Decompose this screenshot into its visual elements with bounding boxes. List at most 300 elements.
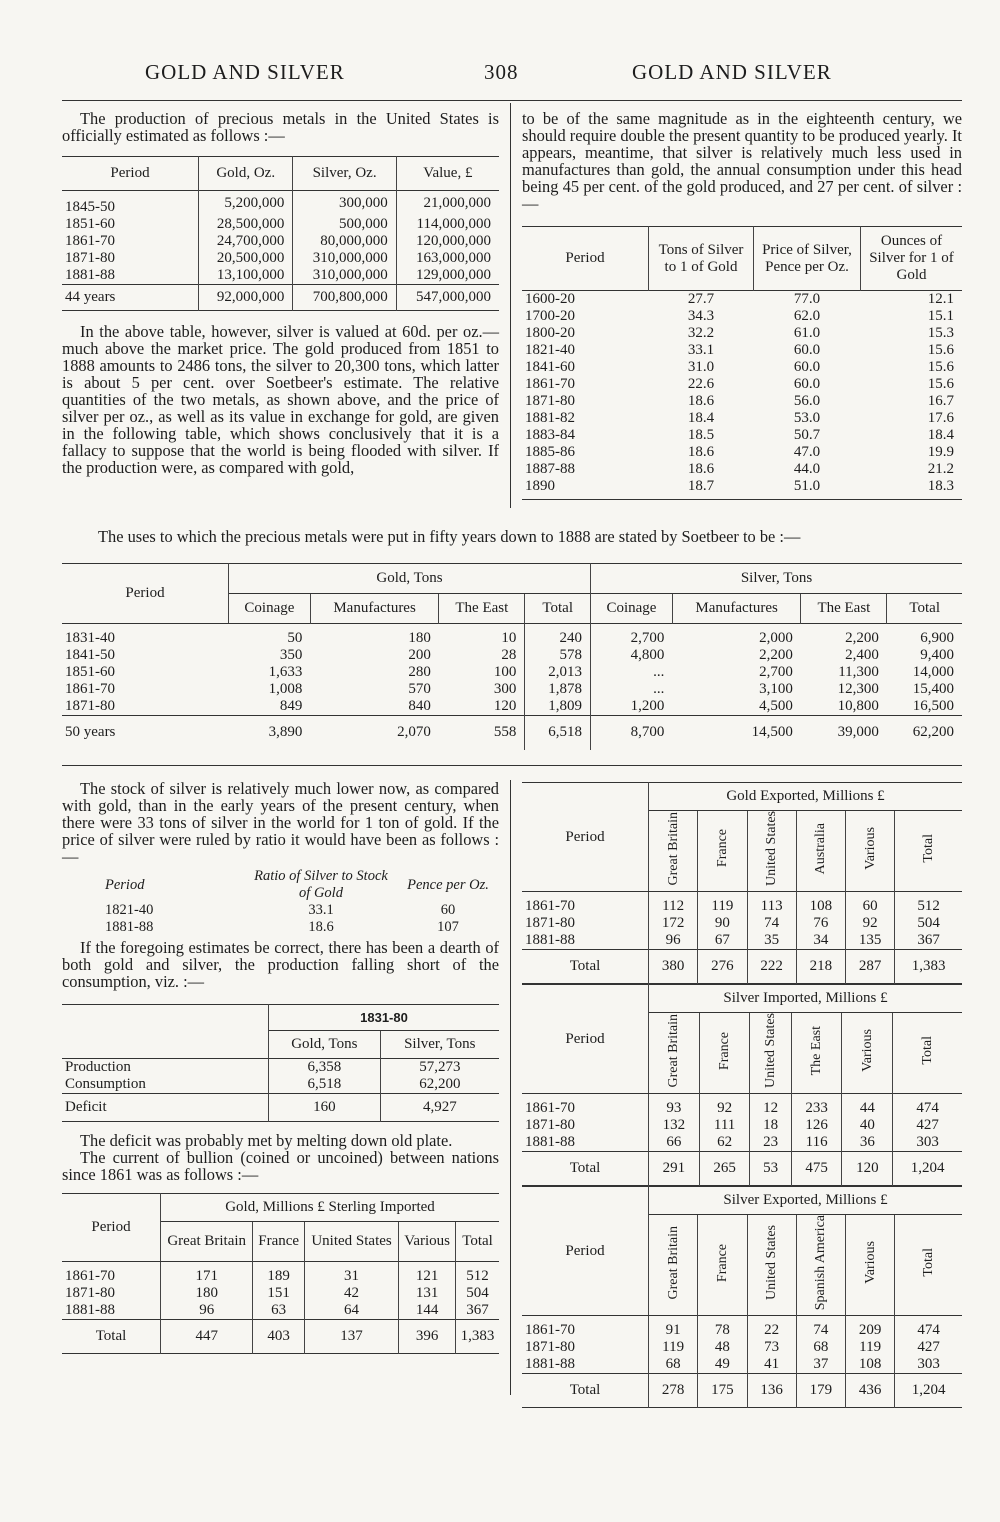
value-cell: 512 [895,892,962,916]
deficit-paragraph-2: The current of bullion (coined or uncoined) between nations since 1861 was as follows :— [62,1148,499,1184]
uses-row [62,624,962,648]
period-cell: 1800-20 [525,325,575,341]
value-cell: 41 [747,1356,796,1374]
value-cell: 20,500,000 [199,250,293,267]
period-cell: 1861-70 [525,898,575,915]
total-cell: 120 [842,1152,893,1186]
silver-exp-title-row [522,1187,962,1215]
value-cell: 15.3 [927,325,954,341]
period-cell: 1700-20 [525,308,575,324]
value-cell: 4,500 [759,698,793,714]
period-cell: 1871-80 [525,1117,575,1134]
period-cell: 1881-88 [65,267,115,283]
value-cell: 2,400 [845,647,879,663]
uses-paragraph-block [62,528,962,545]
period-cell: 1871-80 [65,1285,115,1301]
value-cell: 31.0 [687,359,715,375]
total-cell: 547,000,000 [396,285,499,311]
silver-imp-col-header [893,1013,962,1094]
value-cell: 47.0 [793,444,821,460]
value-cell: 427 [895,1339,962,1356]
above-table-paragraph: In the above table, however, silver is valued at 60d. per oz.—much above the market price. The gold produced from 1851 to 1888 amounts to 2486 tons, the silver to 20,300 tons, which latter is about 5 per cent. over Soetbeer's estimate. The relative quantities of the two metals, as shown above, and the price of silver per oz., as well as its value in exchange for gold, are given in the following table, which shows conclusively that it is a fallacy to suppose that the world is being flooded with silver. If the production were, as compared with gold, [62,322,499,477]
value-cell: 2,200 [845,630,879,646]
deficit-row [62,1076,499,1094]
value-cell: 34 [796,932,845,950]
us-production-row [62,216,499,233]
silver-imp-title: Silver Imported, Millions £ [649,985,963,1013]
silver-imp-row [522,1094,962,1118]
value-cell: 76 [796,915,845,932]
gold-exp-col-header [649,811,698,892]
total-label: Total [95,1328,127,1344]
ratio-small-header-period: Period [105,876,145,893]
value-cell: 60 [846,892,895,916]
uses-sub-gold-total: Total [525,594,591,624]
period-cell: 1861-70 [65,681,115,697]
value-cell: 21,000,000 [396,191,499,217]
uses-table-block [62,563,962,750]
deficit-table [62,1004,499,1122]
period-cell: 1871-80 [525,393,575,409]
period-cell: 1881-82 [525,410,575,426]
gold-imp-total-row [62,1320,499,1354]
value-cell: 22 [747,1316,796,1340]
left-bottom-column [62,780,499,1354]
total-cell: 291 [649,1152,700,1186]
col-header-period: Period [110,165,150,181]
total-cell: 137 [304,1320,398,1354]
value-cell: 36 [842,1134,893,1152]
value-cell: 92 [846,915,895,932]
silver-imp-col-header [649,1013,700,1094]
period-cell: 1890 [525,478,555,494]
value-cell: 132 [649,1117,700,1134]
value-cell: 310,000,000 [293,250,396,267]
total-cell: 278 [649,1374,698,1408]
value-cell: 37 [796,1356,845,1374]
silver-exp-total-row [522,1374,962,1408]
total-label: 44 years [65,289,116,305]
col-header-gold-oz: Gold, Oz. [199,157,293,191]
value-cell: 504 [456,1285,499,1302]
total-cell: 558 [493,724,517,741]
gold-exp-header-period: Period [522,783,649,892]
continued-paragraph: to be of the same magnitude as in the eighteenth century, we should require double the present quantity to be produced yearly. It appears, meantime, that silver is relatively much less used in manufactures than gold, the annual consumption under this head being 45 per cent. of the gold produced, and 27 per cent. of silver :— [522,109,962,213]
period-cell: 1861-70 [65,233,115,249]
page-number: 308 [484,60,519,84]
gold-imp-row [62,1302,499,1320]
value-cell: ... [591,664,673,681]
total-cell: 1,383 [895,950,962,984]
value-cell: 21.2 [927,461,954,477]
value-cell: 2,013 [525,664,591,681]
value-cell: 9,400 [920,647,954,663]
value-cell: 4,927 [380,1094,499,1122]
value-cell: 3,100 [759,681,793,697]
silver-exp-col-header [895,1215,962,1316]
silver-imp-col-header-label: France [717,1031,733,1070]
silver-exp-col-header-label: France [714,1243,730,1282]
value-cell: 28,500,000 [199,216,293,233]
value-cell: 15,400 [912,681,954,697]
value-cell: 78 [698,1316,747,1340]
gold-exp-col-header-label: Great Britain [665,811,681,886]
period-cell: 1881-88 [525,1356,575,1373]
total-cell: 179 [796,1374,845,1408]
gold-imported-table [62,1193,499,1354]
value-cell: 19.9 [927,444,954,460]
gold-imp-header-france: France [253,1222,305,1262]
ratio-row [522,342,962,359]
value-cell: 18 [750,1117,791,1134]
period-cell: 1851-60 [65,664,115,680]
total-cell: 1,204 [893,1152,962,1186]
left-top-column [62,110,499,476]
value-cell: 49 [698,1356,747,1374]
value-cell: 22.6 [687,376,715,392]
uses-row [62,681,962,698]
value-cell: 427 [893,1117,962,1134]
value-cell: 180 [408,630,431,646]
value-cell: 57,273 [380,1059,499,1077]
ratio-small-header-ratio: Ratio of Silver to Stock of Gold [254,868,388,901]
value-cell: 108 [796,892,845,916]
value-cell: 14,000 [912,664,954,680]
value-cell: 2,200 [759,647,793,663]
total-cell: 92,000,000 [199,285,293,311]
total-label: Total [569,1160,601,1177]
ratio-small-table [102,868,502,936]
value-cell: 116 [791,1134,842,1152]
value-cell: 28 [501,647,517,663]
value-cell: 64 [304,1302,398,1320]
total-cell: 396 [399,1320,456,1354]
silver-exp-col-header-label: United States [764,1225,780,1301]
value-cell: 44 [842,1094,893,1118]
gold-exp-title-row [522,783,962,811]
value-cell: 113 [747,892,796,916]
value-cell: 13,100,000 [199,267,293,285]
value-cell: 33.1 [687,342,715,358]
total-label: Total [569,958,601,975]
value-cell: 180 [161,1285,253,1302]
value-cell: 63 [253,1302,305,1320]
silver-imp-total-row [522,1152,962,1186]
value-cell: 74 [747,915,796,932]
value-cell: 151 [253,1285,305,1302]
uses-sub-silver-coinage: Coinage [591,594,673,624]
value-cell: 18.5 [687,427,715,443]
value-cell: 1,633 [268,664,303,680]
period-cell: 1845-50 [65,199,115,215]
value-cell: 32.2 [687,325,715,341]
value-cell: 17.6 [927,410,954,426]
value-cell: 67 [698,932,747,950]
total-cell: 1,383 [456,1320,499,1354]
total-cell: 53 [750,1152,791,1186]
gold-imp-header-period: Period [62,1194,161,1262]
stock-paragraph: The stock of silver is relatively much lower now, as compared with gold, than in the early years of the present century, when there were 33 tons of silver in the world for 1 ton of gold. If the price of silver were ruled by ratio it would have been as follows :— [62,779,499,866]
gold-exp-col-header-label: Total [921,834,937,863]
value-cell: 2,700 [759,664,793,680]
value-cell: 578 [525,647,591,664]
us-production-total-row [62,285,499,311]
ratio-small-header-pence: Pence per Oz. [407,876,489,893]
total-cell: 14,500 [751,724,793,741]
foregoing-paragraph: If the foregoing estimates be correct, there has been a dearth of both gold and silver, the production falling short of the consumption, viz. :— [62,938,499,991]
value-cell: 31 [304,1262,398,1286]
value-cell: 18.7 [687,478,715,494]
value-cell: 367 [456,1302,499,1320]
value-cell: 504 [895,915,962,932]
silver-exp-header-period: Period [522,1187,649,1316]
gold-imp-title: Gold, Millions £ Sterling Imported [161,1194,500,1222]
silver-exp-title: Silver Exported, Millions £ [649,1187,963,1215]
value-cell: 90 [698,915,747,932]
value-cell: 62 [699,1134,750,1152]
running-header-left: GOLD AND SILVER [145,60,345,84]
silver-imp-col-header-label: The East [809,1025,825,1076]
value-cell: 4,800 [591,647,673,664]
intro-paragraph: The production of precious metals in the United States is officially estimated as follows :— [62,109,499,145]
value-cell: 18.6 [687,444,715,460]
deficit-header-silver: Silver, Tons [380,1031,499,1059]
value-cell: 93 [649,1094,700,1118]
value-cell: 1,008 [268,681,303,697]
total-cell: 475 [791,1152,842,1186]
uses-header-period: Period [62,564,229,624]
value-cell: 129,000,000 [396,267,499,285]
period-cell: 1821-40 [525,342,575,358]
silver-imp-col-header-label: Total [920,1036,936,1065]
total-cell: 8,700 [591,716,673,750]
col-header-value: Value, £ [396,157,499,191]
value-cell: 111 [699,1117,750,1134]
value-cell: 849 [279,698,303,714]
value-cell: 74 [796,1316,845,1340]
value-cell: 50.7 [793,427,821,443]
value-cell: 96 [161,1302,253,1320]
silver-exp-col-header-label: Total [921,1248,937,1278]
value-cell: 18.6 [308,919,334,935]
value-cell: 209 [846,1316,895,1340]
value-cell: 119 [649,1339,698,1356]
value-cell: 12 [750,1094,791,1118]
value-cell: 119 [846,1339,895,1356]
value-cell: 12.1 [927,291,954,307]
silver-imported-table [522,984,962,1186]
deficit-header-gold: Gold, Tons [269,1031,381,1059]
gold-imp-header-us: United States [304,1222,398,1262]
silver-exported-table [522,1186,962,1408]
us-production-row [62,267,499,285]
value-cell: 15.6 [927,342,954,358]
section-rule [62,765,962,766]
period-cell: 1871-80 [525,915,575,932]
value-cell: 303 [895,1356,962,1374]
value-cell: 18.6 [687,393,715,409]
silver-imp-col-header-label: Various [859,1029,875,1072]
gold-exp-title: Gold Exported, Millions £ [649,783,963,811]
gold-exp-row [522,892,962,916]
uses-sub-gold-coinage: Coinage [229,594,311,624]
value-cell: 300,000 [293,191,396,217]
period-cell: 1600-20 [525,291,575,307]
total-cell: 436 [846,1374,895,1408]
value-cell: 171 [161,1262,253,1286]
value-cell: 73 [747,1339,796,1356]
total-cell: 380 [649,950,698,984]
value-cell: 570 [408,681,431,697]
col-header-silver-oz: Silver, Oz. [293,157,396,191]
value-cell: 40 [842,1117,893,1134]
total-cell: 3,890 [268,724,303,741]
uses-header-silver: Silver, Tons [591,564,962,594]
value-cell: 5,200,000 [199,191,293,217]
silver-exp-col-header [698,1215,747,1316]
period-cell: 1861-70 [525,1100,575,1117]
total-cell: 276 [698,950,747,984]
value-cell: 240 [525,624,591,648]
silver-gold-ratio-table [522,226,962,500]
ratio-row [522,308,962,325]
ratio-small-row [102,919,502,936]
uses-sub-gold-manufactures: Manufactures [310,594,438,624]
ratio-row [522,376,962,393]
value-cell: 119 [698,892,747,916]
ratio-row [522,291,962,309]
value-cell: 91 [649,1316,698,1340]
value-cell: 18.6 [687,461,715,477]
period-cell: 1871-80 [65,698,115,714]
value-cell: 48 [698,1339,747,1356]
period-cell: 1841-50 [65,647,115,663]
silver-exp-col-header-label: Great Britain [665,1225,681,1300]
us-production-row [62,233,499,250]
ratio-small-row [102,902,502,919]
uses-row [62,698,962,716]
gold-imp-header-total: Total [456,1222,499,1262]
value-cell: 10 [501,630,517,646]
value-cell: 280 [408,664,431,680]
value-cell: 6,518 [269,1076,381,1094]
ratio-header-period: Period [565,250,605,266]
value-cell: 92 [699,1094,750,1118]
value-cell: 56.0 [793,393,821,409]
total-cell: 62,200 [912,724,954,741]
value-cell: 66 [649,1134,700,1152]
right-bottom-column [522,782,962,1408]
value-cell: 200 [408,647,431,663]
value-cell: 474 [895,1316,962,1340]
gold-exp-col-header [895,811,962,892]
value-cell: 100 [493,664,517,680]
value-cell: 62.0 [793,308,821,324]
total-cell: 218 [796,950,845,984]
uses-sub-silver-east: The East [801,594,887,624]
value-cell: 18.4 [927,427,954,443]
value-cell: 350 [279,647,303,663]
total-cell: 136 [747,1374,796,1408]
ratio-row [522,444,962,461]
value-cell: 500,000 [293,216,396,233]
ratio-row [522,393,962,410]
period-cell: 1885-86 [525,444,575,460]
gold-exp-col-header [796,811,845,892]
value-cell: 474 [893,1094,962,1118]
gold-exp-col-header [747,811,796,892]
value-cell: 512 [456,1262,499,1286]
value-cell: 189 [253,1262,305,1286]
value-cell: 96 [649,932,698,950]
uses-sub-gold-east: The East [439,594,525,624]
ratio-row [522,461,962,478]
value-cell: 144 [399,1302,456,1320]
deficit-total-row [62,1094,499,1122]
value-cell: 233 [791,1094,842,1118]
period-cell: 1871-80 [65,250,115,266]
value-cell: 80,000,000 [293,233,396,250]
silver-exp-row [522,1339,962,1356]
value-cell: 135 [846,932,895,950]
total-label: Total [569,1382,601,1399]
header-rule [62,100,962,101]
value-cell: 18.3 [927,478,954,494]
value-cell: 77.0 [793,291,821,307]
value-cell: 6,900 [920,630,954,646]
value-cell: 27.7 [687,291,715,307]
period-cell: 1841-60 [525,359,575,375]
us-production-row [62,191,499,217]
ratio-row [522,325,962,342]
value-cell: 2,700 [591,624,673,648]
value-cell: 120,000,000 [396,233,499,250]
period-cell: 1831-40 [65,630,115,646]
silver-imp-col-header [842,1013,893,1094]
period-cell: 1851-60 [65,216,115,232]
value-cell: 60.0 [793,376,821,392]
ratio-row [522,478,962,495]
value-cell: 840 [408,698,431,714]
total-cell: 222 [747,950,796,984]
value-cell: 50 [287,630,303,646]
value-cell: 172 [649,915,698,932]
deficit-row [62,1059,499,1077]
ratio-row [522,410,962,427]
value-cell: 35 [747,932,796,950]
value-cell: 107 [437,919,459,935]
value-cell: 10,800 [837,698,879,714]
gold-exp-col-header-label: France [714,829,730,868]
silver-imp-header-period: Period [522,985,649,1094]
uses-row [62,647,962,664]
column-divider-top [510,103,511,508]
deficit-title: 1831-80 [269,1005,500,1031]
silver-imp-col-header [699,1013,750,1094]
uses-row [62,664,962,681]
period-cell: 1821-40 [105,902,154,918]
silver-exp-row [522,1356,962,1374]
right-top-column [522,110,962,500]
silver-exp-col-header [649,1215,698,1316]
value-cell: 114,000,000 [396,216,499,233]
silver-imp-col-header [791,1013,842,1094]
gold-exp-col-header-label: Various [862,827,878,870]
row-label: Deficit [65,1099,107,1115]
value-cell: 53.0 [793,410,821,426]
value-cell: 61.0 [793,325,821,341]
total-cell: 175 [698,1374,747,1408]
